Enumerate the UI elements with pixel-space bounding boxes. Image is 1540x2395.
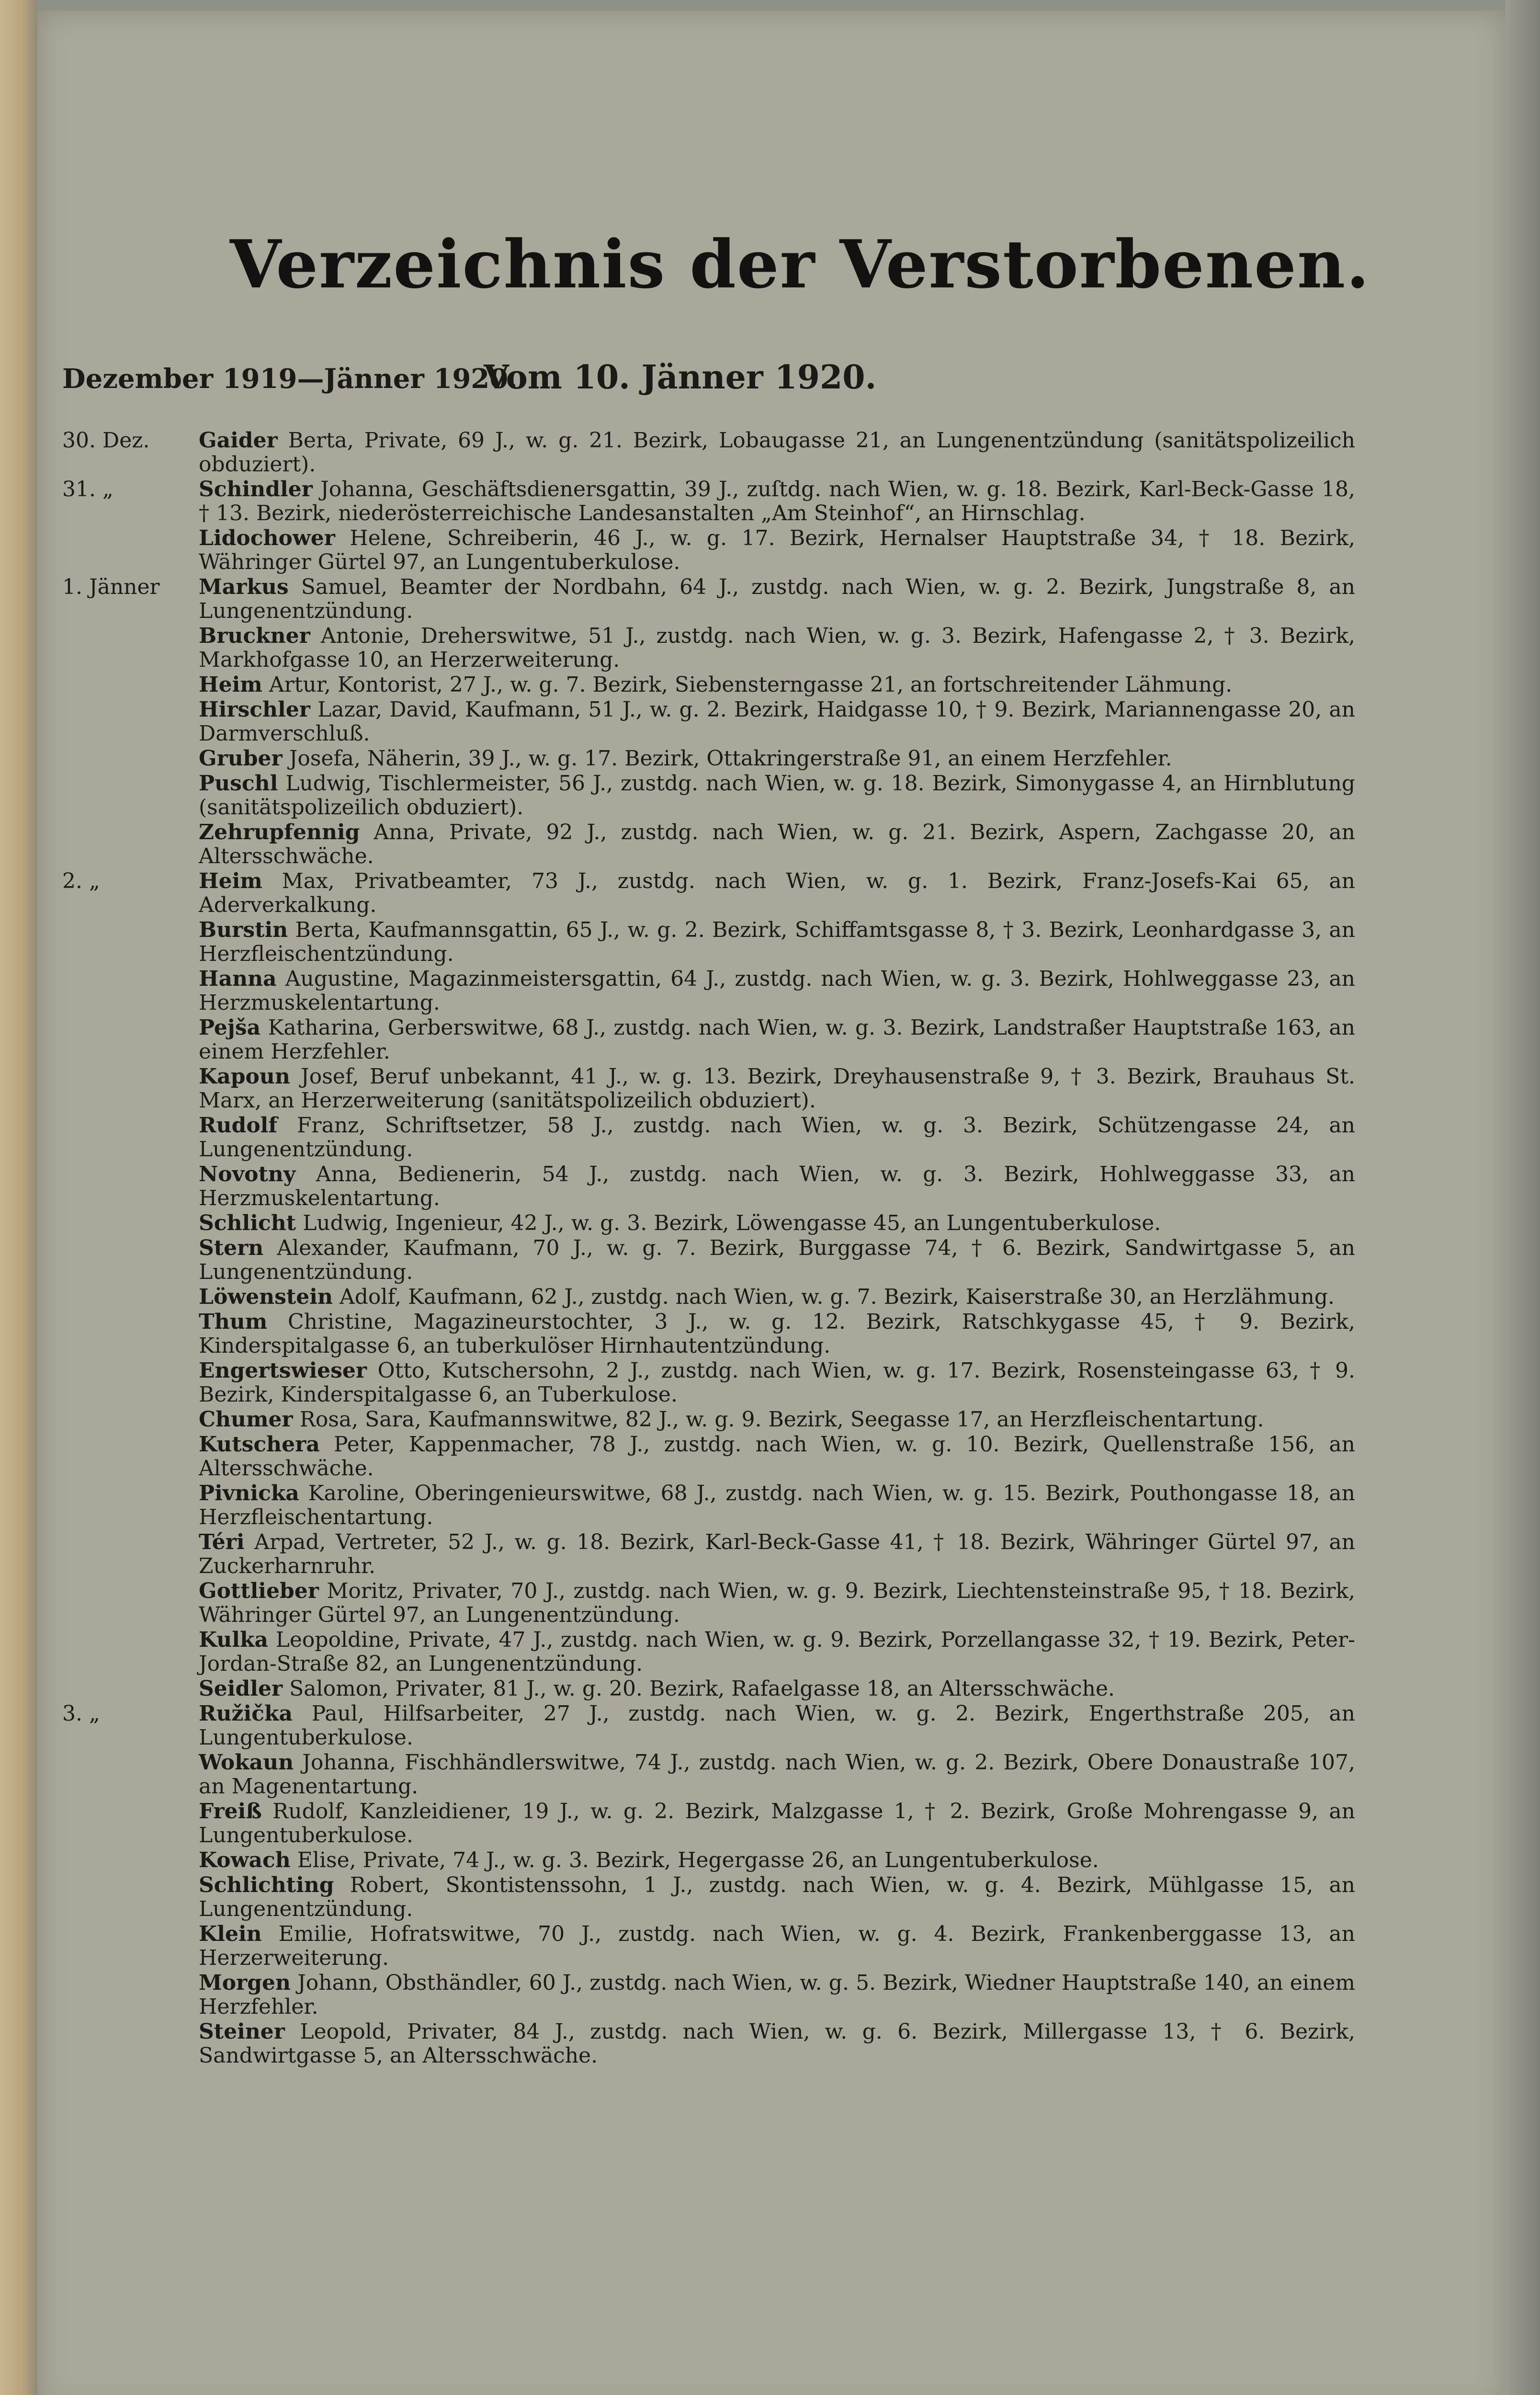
entry-text	[199, 918, 1355, 966]
entry-details: Anna, Private, 92 J., zustdg. nach Wien, w. g. 21. Bezirk, Aspern, Zachgasse 20, an Altersschwäche.	[199, 820, 1355, 868]
page-title: Verzeichnis der Verstorbenen.	[230, 225, 1370, 303]
entry-surname: Hanna	[199, 967, 277, 991]
entry-details: Emilie, Hofratswitwe, 70 J., zustdg. nach Wien, w. g. 4. Bezirk, Frankenberggasse 13, an Herzerweiterung.	[199, 1922, 1355, 1970]
entry-text	[199, 772, 1355, 820]
entry-details: Josef, Beruf unbekannt, 41 J., w. g. 13. Bezirk, Dreyhausenstraße 9, † 3. Bezirk, Brauhaus St. Marx, an Herzerweiterung (sanitätspolizeilich obduziert).	[199, 1064, 1355, 1113]
entry-text	[199, 1922, 1355, 1970]
entry-text	[199, 1310, 1355, 1358]
list-item	[62, 429, 1355, 477]
entry-surname: Klein	[199, 1922, 262, 1946]
list-item	[62, 1848, 1355, 1872]
entry-text	[199, 1163, 1355, 1210]
entry-details: Artur, Kontorist, 27 J., w. g. 7. Bezirk, Siebensterngasse 21, an fortschreitender Lähmung.	[262, 673, 1233, 697]
entry-details: Leopold, Privater, 84 J., zustdg. nach Wien, w. g. 6. Bezirk, Millergasse 13, † 6. Bezirk, Sandwirtgasse 5, an Altersschwäche.	[199, 2019, 1355, 2068]
list-item	[62, 869, 1355, 917]
entry-surname: Engertswieser	[199, 1358, 367, 1383]
entry-surname: Bruckner	[199, 624, 310, 648]
entry-surname: Zehrupfennig	[199, 820, 360, 844]
entry-details: Franz, Schriftsetzer, 58 J., zustdg. nach Wien, w. g. 3. Bezirk, Schützengasse 24, an Lungenentzündung.	[199, 1113, 1355, 1162]
list-item	[62, 1211, 1355, 1235]
entry-surname: Téri	[199, 1530, 245, 1554]
entry-details: Otto, Kutschersohn, 2 J., zustdg. nach Wien, w. g. 17. Bezirk, Rosensteingasse 63, † 9. Bezirk, Kinderspitalgasse 6, an Tuberkulose.	[199, 1358, 1355, 1407]
entry-text	[199, 1359, 1355, 1407]
list-item	[62, 698, 1355, 746]
entry-text	[199, 1482, 1355, 1529]
entry-details: Adolf, Kaufmann, 62 J., zustdg. nach Wien, w. g. 7. Bezirk, Kaiserstraße 30, an Herzlähmung.	[332, 1285, 1335, 1309]
entry-date: 30. Dez.	[62, 428, 150, 453]
entry-surname: Heim	[199, 673, 262, 697]
entry-surname: Markus	[199, 575, 289, 599]
entry-surname: Seidler	[199, 1676, 283, 1701]
list-item	[62, 1310, 1355, 1358]
list-item	[62, 1065, 1355, 1113]
entry-text	[199, 1211, 1355, 1235]
entry-details: Arpad, Vertreter, 52 J., w. g. 18. Bezirk, Karl-Beck-Gasse 41, † 18. Bezirk, Währinger Gürtel 97, an Zuckerharnruhr.	[199, 1530, 1355, 1578]
list-item	[62, 1359, 1355, 1407]
entry-details: Leopoldine, Private, 47 J., zustdg. nach Wien, w. g. 9. Bezirk, Porzellangasse 32, † 19. Bezirk, Peter-Jordan-Straße 82, an Lungenentzündung.	[199, 1628, 1355, 1676]
entry-details: Johanna, Fischhändlerswitwe, 74 J., zustdg. nach Wien, w. g. 2. Bezirk, Obere Donaustraße 107, an Magenentartung.	[199, 1750, 1355, 1799]
entry-surname: Steiner	[199, 2019, 285, 2044]
entry-text	[199, 1628, 1355, 1676]
entry-date: 1. Jänner	[62, 575, 160, 599]
entry-text	[199, 478, 1355, 525]
entry-text	[199, 1702, 1355, 1750]
entry-surname: Pejša	[199, 1015, 261, 1040]
section-header	[62, 358, 1384, 401]
list-item	[62, 1751, 1355, 1799]
entry-text	[199, 967, 1355, 1015]
entry-text	[199, 1433, 1355, 1481]
entry-surname: Puschl	[199, 771, 278, 796]
entry-surname: Gottlieber	[199, 1579, 319, 1603]
entry-details: Berta, Private, 69 J., w. g. 21. Bezirk, Lobaugasse 21, an Lungenentzündung (sanitätspolizeilich obduziert).	[199, 428, 1355, 477]
list-item	[62, 1628, 1355, 1676]
list-item	[62, 1702, 1355, 1750]
list-item	[62, 1236, 1355, 1284]
entry-text	[199, 821, 1355, 868]
list-item	[62, 673, 1355, 697]
entry-text	[199, 1114, 1355, 1162]
entry-surname: Schlicht	[199, 1211, 296, 1235]
entry-date: 3. „	[62, 1701, 100, 1726]
list-item	[62, 1408, 1355, 1432]
entry-text	[199, 526, 1355, 574]
entry-surname: Burstin	[199, 918, 288, 942]
entry-details: Robert, Skontistenssohn, 1 J., zustdg. nach Wien, w. g. 4. Bezirk, Mühlgasse 15, an Lungenentzündung.	[199, 1873, 1355, 1921]
entry-text	[199, 1236, 1355, 1284]
entry-text	[199, 624, 1355, 672]
entry-surname: Schlichting	[199, 1873, 334, 1897]
list-item	[62, 1873, 1355, 1921]
entry-text	[199, 1530, 1355, 1578]
entry-surname: Thum	[199, 1310, 268, 1334]
entry-surname: Pivnicka	[199, 1481, 299, 1505]
entry-text	[199, 1848, 1355, 1872]
entry-surname: Stern	[199, 1236, 264, 1260]
list-item	[62, 918, 1355, 966]
issue-date: Vom 10. Jänner 1920.	[484, 358, 877, 397]
entry-surname: Kowach	[199, 1848, 291, 1872]
entry-text	[199, 673, 1355, 697]
entry-details: Berta, Kaufmannsgattin, 65 J., w. g. 2. Bezirk, Schiffamtsgasse 8, † 3. Bezirk, Leonhardgasse 3, an Herzfleischentzündung.	[199, 918, 1355, 966]
entry-text	[199, 1408, 1355, 1432]
entry-surname: Lidochower	[199, 526, 335, 550]
entry-details: Ludwig, Tischlermeister, 56 J., zustdg. nach Wien, w. g. 18. Bezirk, Simonygasse 4, an Hirnblutung (sanitätspolizeilich obduziert).	[199, 771, 1355, 820]
entry-details: Rosa, Sara, Kaufmannswitwe, 82 J., w. g. 9. Bezirk, Seegasse 17, an Herzfleischentartung.	[293, 1407, 1264, 1432]
entry-surname: Hirschler	[199, 697, 310, 722]
entry-surname: Kulka	[199, 1628, 268, 1652]
entry-details: Johanna, Geschäftsdienersgattin, 39 J., zuſtdg. nach Wien, w. g. 18. Bezirk, Karl-Beck-Gasse 18, † 13. Bezirk, niederösterreichische Landesanstalten „Am Steinhof“, an Hirnschlag.	[199, 477, 1355, 525]
list-item	[62, 1971, 1355, 2019]
list-item	[62, 1163, 1355, 1210]
entry-surname: Gaider	[199, 428, 278, 453]
entry-surname: Chumer	[199, 1407, 293, 1432]
entry-text	[199, 1285, 1355, 1309]
entry-text	[199, 1873, 1355, 1921]
entry-details: Josefa, Näherin, 39 J., w. g. 17. Bezirk, Ottakringerstraße 91, an einem Herzfehler.	[282, 746, 1172, 771]
entry-details: Antonie, Dreherswitwe, 51 J., zustdg. nach Wien, w. g. 3. Bezirk, Hafengasse 2, † 3. Bezirk, Markhofgasse 10, an Herzerweiterung.	[199, 624, 1355, 672]
list-item	[62, 575, 1355, 623]
list-item	[62, 1922, 1355, 1970]
list-item	[62, 1016, 1355, 1064]
list-item	[62, 1800, 1355, 1848]
entry-details: Anna, Bedienerin, 54 J., zustdg. nach Wien, w. g. 3. Bezirk, Hohlweggasse 33, an Herzmuskelentartung.	[199, 1162, 1355, 1210]
entry-details: Lazar, David, Kaufmann, 51 J., w. g. 2. Bezirk, Haidgasse 10, † 9. Bezirk, Mariannengasse 20, an Darmverschluß.	[199, 697, 1355, 746]
entry-text	[199, 1016, 1355, 1064]
list-item	[62, 624, 1355, 672]
entry-details: Augustine, Magazinmeistersgattin, 64 J., zustdg. nach Wien, w. g. 3. Bezirk, Hohlweggasse 23, an Herzmuskelentartung.	[199, 967, 1355, 1015]
entry-details: Karoline, Oberingenieurswitwe, 68 J., zustdg. nach Wien, w. g. 15. Bezirk, Pouthongasse 18, an Herzfleischentartung.	[199, 1481, 1355, 1529]
entry-details: Johann, Obsthändler, 60 J., zustdg. nach Wien, w. g. 5. Bezirk, Wiedner Hauptstraße 140, an einem Herzfehler.	[199, 1971, 1355, 2019]
entry-surname: Novotny	[199, 1162, 296, 1186]
list-item	[62, 1677, 1355, 1701]
entry-surname: Löwenstein	[199, 1285, 333, 1309]
entry-text	[199, 1751, 1355, 1799]
entry-surname: Kapoun	[199, 1064, 290, 1089]
entry-surname: Gruber	[199, 746, 283, 771]
entry-surname: Freiß	[199, 1799, 262, 1824]
list-item	[62, 967, 1355, 1015]
entry-surname: Heim	[199, 869, 262, 893]
list-item	[62, 821, 1355, 868]
entry-details: Moritz, Privater, 70 J., zustdg. nach Wien, w. g. 9. Bezirk, Liechtensteinstraße 95, † 18. Bezirk, Währinger Gürtel 97, an Lungenentzündung.	[199, 1579, 1355, 1627]
entry-date: 2. „	[62, 869, 100, 893]
entry-details: Peter, Kappenmacher, 78 J., zustdg. nach Wien, w. g. 10. Bezirk, Quellenstraße 156, an Altersschwäche.	[199, 1432, 1355, 1481]
entry-text	[199, 575, 1355, 623]
list-item	[62, 1433, 1355, 1481]
list-item	[62, 1530, 1355, 1578]
list-item	[62, 478, 1355, 525]
entry-surname: Schindler	[199, 477, 313, 502]
entry-details: Katharina, Gerberswitwe, 68 J., zustdg. nach Wien, w. g. 3. Bezirk, Landstraßer Hauptstraße 163, an einem Herzfehler.	[199, 1015, 1355, 1064]
entry-text	[199, 1065, 1355, 1113]
list-item	[62, 747, 1355, 771]
list-item	[62, 526, 1355, 574]
entry-surname: Kutschera	[199, 1432, 320, 1457]
list-item	[62, 2020, 1355, 2068]
entry-text	[199, 1800, 1355, 1848]
list-item	[62, 1579, 1355, 1627]
entry-date: 31. „	[62, 477, 113, 502]
list-item	[62, 1114, 1355, 1162]
entry-text	[199, 1579, 1355, 1627]
entry-details: Salomon, Privater, 81 J., w. g. 20. Bezirk, Rafaelgasse 18, an Altersschwäche.	[283, 1676, 1115, 1701]
entry-surname: Ružička	[199, 1701, 293, 1726]
entry-details: Paul, Hilfsarbeiter, 27 J., zustdg. nach Wien, w. g. 2. Bezirk, Engerthstraße 205, an Lungentuberkulose.	[199, 1701, 1355, 1750]
entry-details: Christine, Magazineurstochter, 3 J., w. g. 12. Bezirk, Ratschkygasse 45, † 9. Bezirk, Kinderspitalgasse 6, an tuberkulöser Hirnhautentzündung.	[199, 1310, 1355, 1358]
entry-text	[199, 869, 1355, 917]
entry-text	[199, 698, 1355, 746]
entry-text	[199, 2020, 1355, 2068]
entry-details: Helene, Schreiberin, 46 J., w. g. 17. Bezirk, Hernalser Hauptstraße 34, † 18. Bezirk, Währinger Gürtel 97, an Lungentuberkulose.	[199, 526, 1355, 574]
book-spine	[0, 0, 37, 2395]
entry-details: Max, Privatbeamter, 73 J., zustdg. nach Wien, w. g. 1. Bezirk, Franz-Josefs-Kai 65, an Aderverkalkung.	[199, 869, 1355, 917]
list-item	[62, 1285, 1355, 1309]
entry-list	[62, 429, 1355, 2069]
date-range: Dezember 1919—Jänner 1920.	[62, 363, 518, 395]
entry-details: Samuel, Beamter der Nordbahn, 64 J., zustdg. nach Wien, w. g. 2. Bezirk, Jungstraße 8, an Lungenentzündung.	[199, 575, 1355, 623]
entry-details: Rudolf, Kanzleidiener, 19 J., w. g. 2. Bezirk, Malzgasse 1, † 2. Bezirk, Große Mohrengasse 9, an Lungentuberkulose.	[199, 1799, 1355, 1848]
entry-details: Alexander, Kaufmann, 70 J., w. g. 7. Bezirk, Burggasse 74, † 6. Bezirk, Sandwirtgasse 5, an Lungenentzündung.	[199, 1236, 1355, 1284]
entry-details: Ludwig, Ingenieur, 42 J., w. g. 3. Bezirk, Löwengasse 45, an Lungentuberkulose.	[296, 1211, 1161, 1235]
list-item	[62, 1482, 1355, 1529]
entry-text	[199, 429, 1355, 477]
entry-text	[199, 1677, 1355, 1701]
entry-text	[199, 747, 1355, 771]
entry-surname: Wokaun	[199, 1750, 294, 1775]
entry-surname: Rudolf	[199, 1113, 278, 1138]
entry-text	[199, 1971, 1355, 2019]
list-item	[62, 772, 1355, 820]
page-edge	[1506, 0, 1540, 2395]
entry-surname: Morgen	[199, 1971, 291, 1995]
entry-details: Elise, Private, 74 J., w. g. 3. Bezirk, Hegergasse 26, an Lungentuberkulose.	[290, 1848, 1099, 1872]
